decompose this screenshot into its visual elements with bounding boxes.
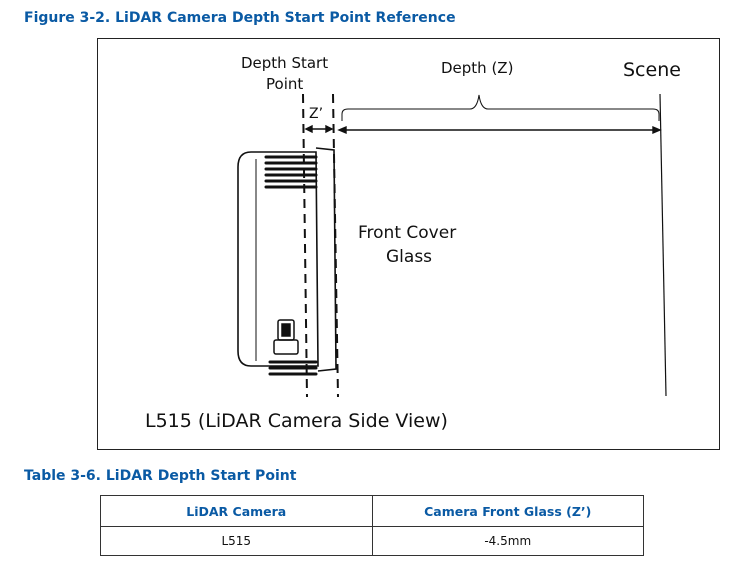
camera-diagram	[98, 39, 721, 451]
header-lidar-camera: LiDAR Camera	[101, 496, 373, 527]
depth-start-label-line2: Point	[266, 75, 304, 93]
bottom-vent-slots	[270, 362, 316, 374]
depth-z-arrow	[339, 95, 660, 133]
lidar-depth-figure	[97, 38, 720, 450]
table-row	[101, 527, 644, 556]
top-vent-slots	[266, 157, 316, 187]
scene-line	[660, 94, 666, 396]
front-cover-label-line1: Front Cover	[358, 223, 457, 243]
scene-label: Scene	[623, 59, 681, 81]
depth-start-label-line1: Depth Start	[241, 54, 329, 72]
camera-caption: L515 (LiDAR Camera Side View)	[145, 410, 448, 432]
header-front-glass: Camera Front Glass (Z’)	[372, 496, 644, 527]
usb-port	[274, 320, 298, 354]
depth-start-dashed-lines	[303, 94, 338, 397]
depth-start-table	[100, 495, 644, 556]
cell-camera: L515	[101, 527, 373, 556]
figure-caption: Figure 3-2. LiDAR Camera Depth Start Point Reference	[24, 10, 456, 26]
front-cover-label-line2: Glass	[386, 247, 433, 267]
cell-front-glass: -4.5mm	[372, 527, 644, 556]
table-header-row	[101, 496, 644, 527]
table-caption: Table 3-6. LiDAR Depth Start Point	[24, 468, 297, 484]
z-prime-label: Z’	[309, 106, 324, 122]
z-prime-arrow	[306, 126, 332, 132]
depth-z-label: Depth (Z)	[441, 59, 514, 77]
